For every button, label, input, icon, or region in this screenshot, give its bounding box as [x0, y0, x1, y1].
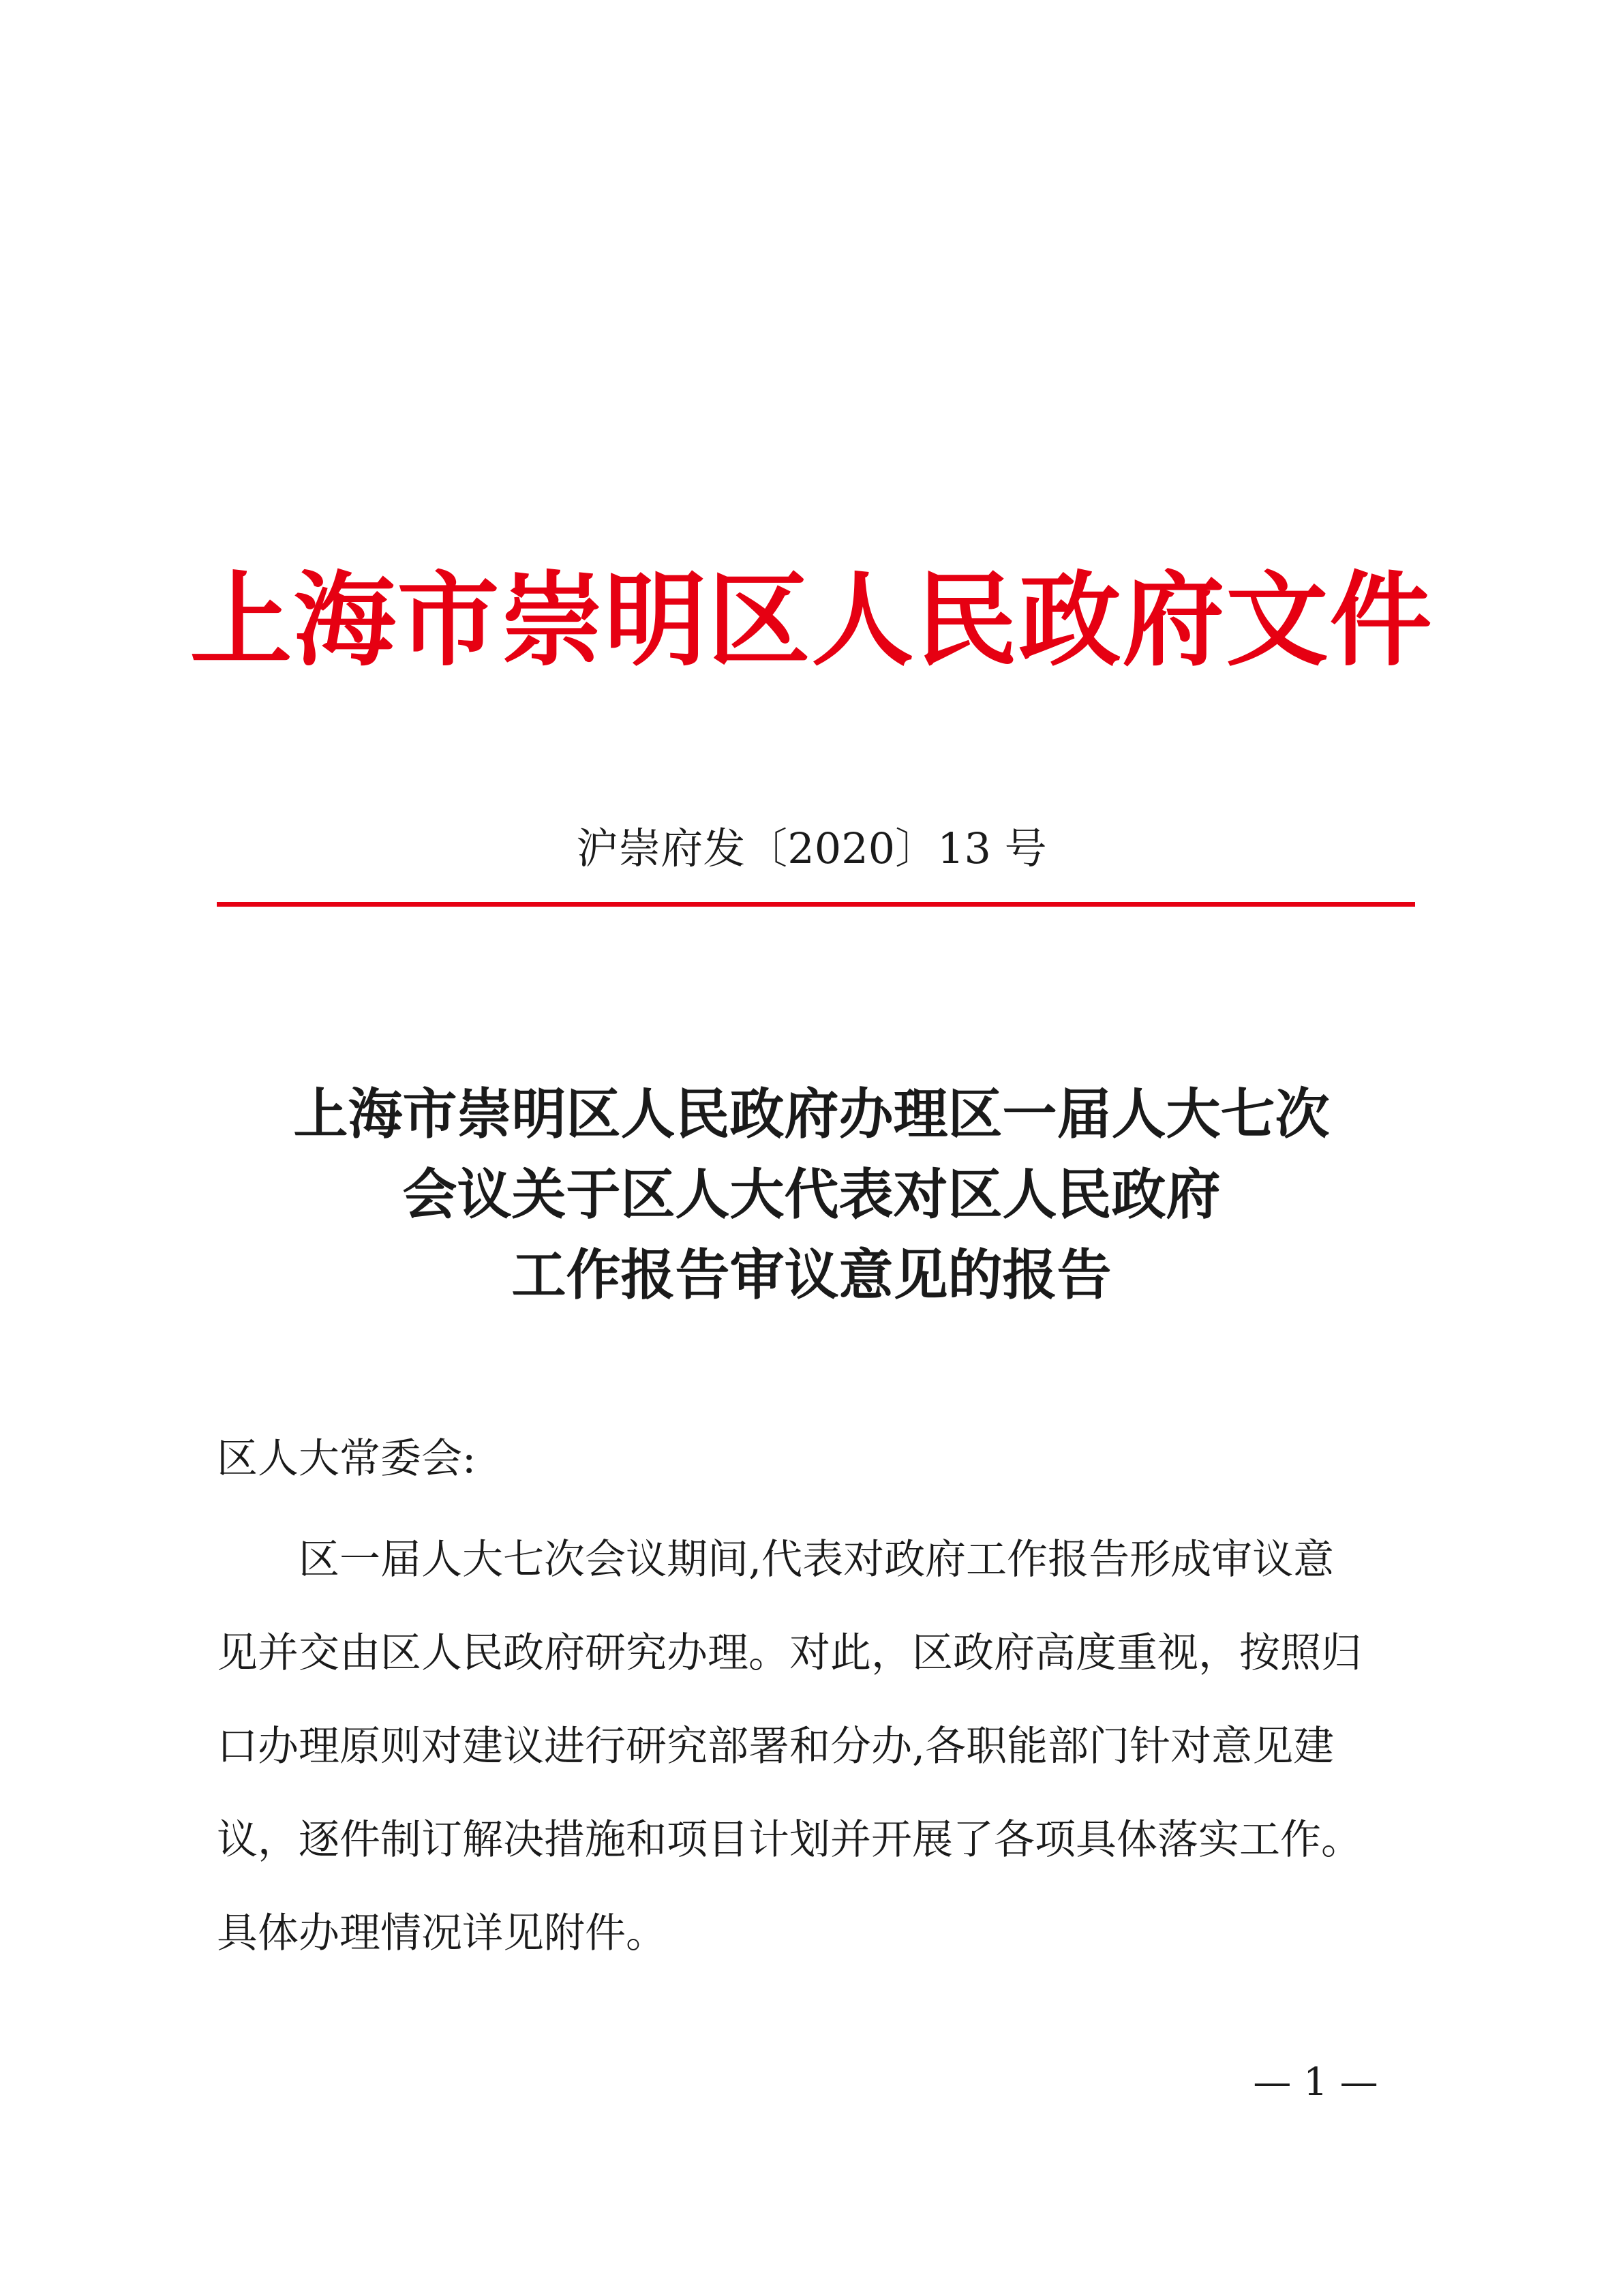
red-divider-rule [217, 902, 1415, 907]
document-title [0, 1074, 1623, 1315]
body-line-1: 区一届人大七次会议期间,代表对政府工作报告形成审议意 [217, 1536, 1335, 1584]
document-masthead: 上海市崇明区人民政府文件 [189, 560, 1434, 680]
body-line-4: 议，逐件制订解决措施和项目计划并开展了各项具体落实工作。 [217, 1816, 1362, 1864]
title-line-3: 工作报告审议意见的报告 [511, 1243, 1112, 1307]
body-line-3: 口办理原则对建议进行研究部署和分办,各职能部门针对意见建 [217, 1723, 1335, 1770]
body-paragraph [217, 1513, 1419, 1980]
document-number: 沪崇府发〔2020〕13 号 [576, 824, 1047, 873]
title-line-2: 会议关于区人大代表对区人民政府 [402, 1162, 1221, 1226]
body-line-5: 具体办理情况详见附件。 [217, 1909, 667, 1957]
salutation: 区人大常委会: [217, 1435, 476, 1483]
page-number: — 1 — [1253, 2060, 1378, 2104]
body-line-2: 见并交由区人民政府研究办理。对此，区政府高度重视，按照归 [217, 1629, 1362, 1677]
title-line-1: 上海市崇明区人民政府办理区一届人大七次 [293, 1082, 1330, 1146]
